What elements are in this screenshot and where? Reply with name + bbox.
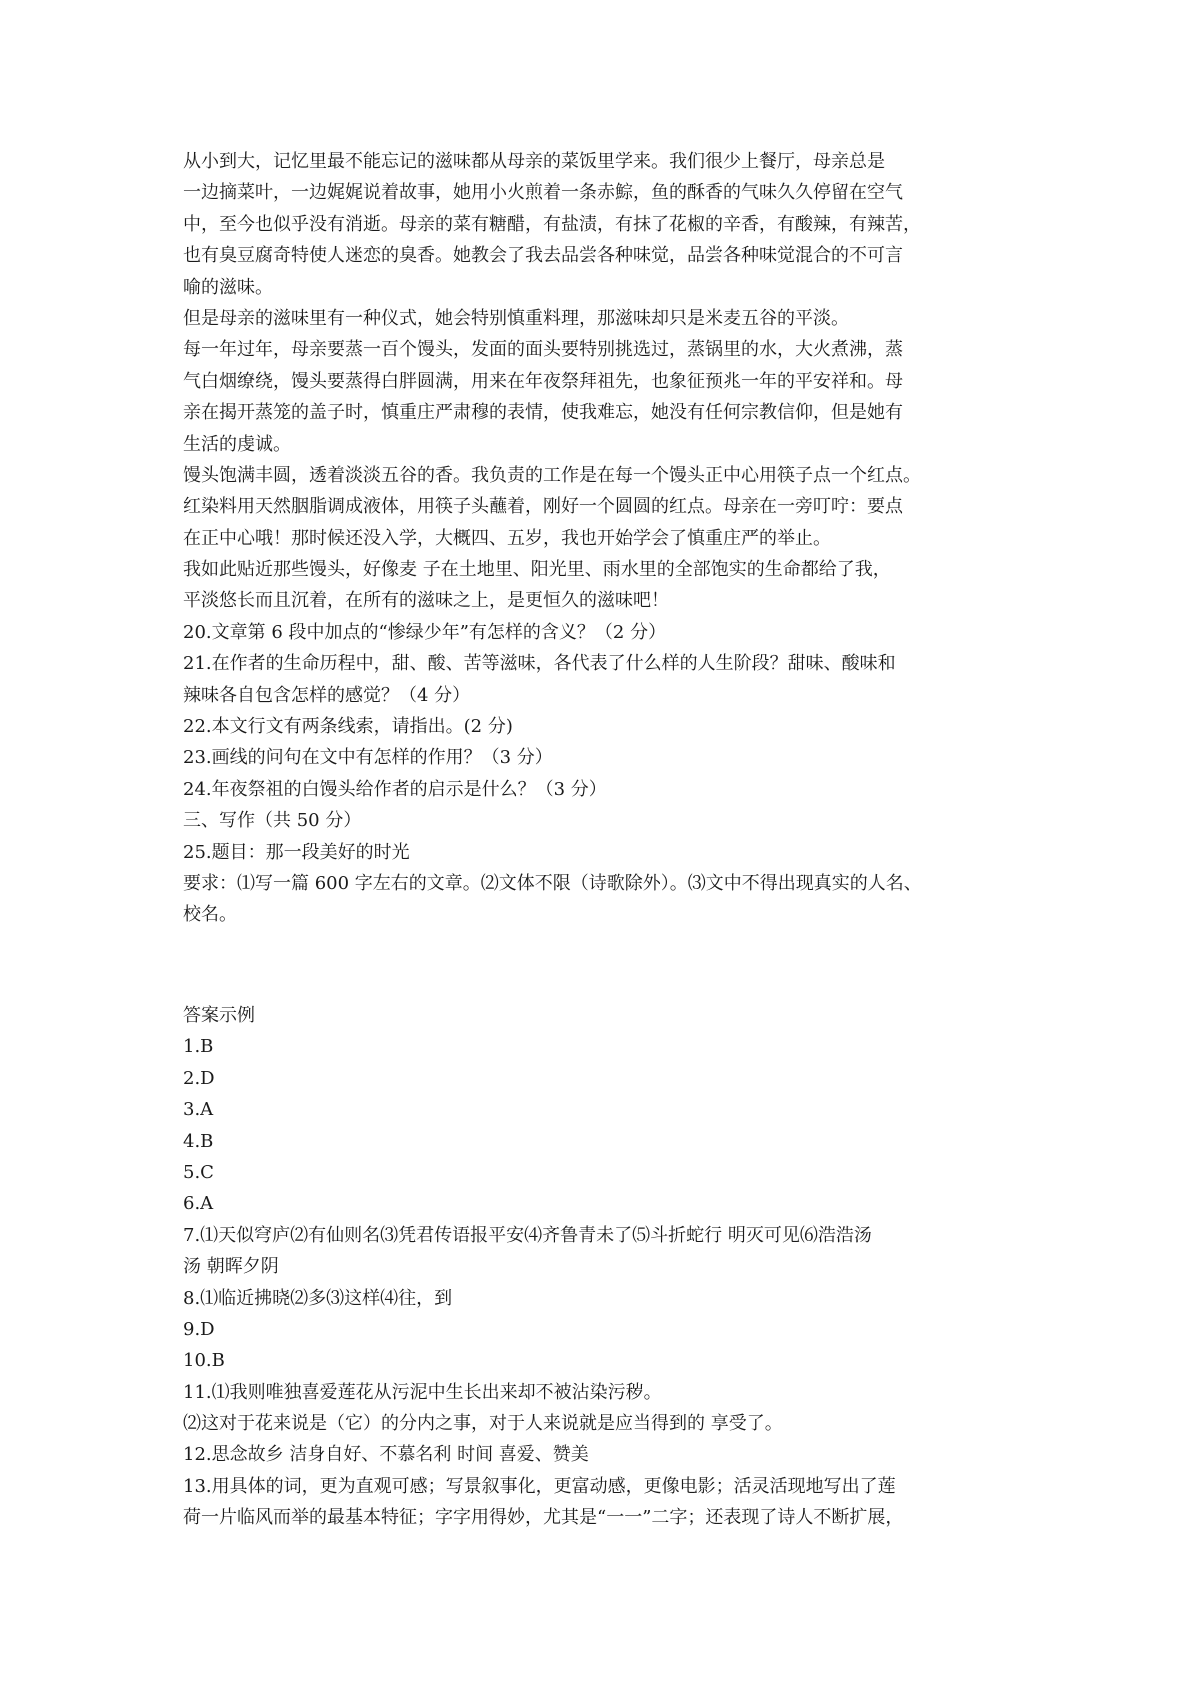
question-line: 要求：⑴写一篇 600 字左右的文章。⑵文体不限（诗歌除外）。⑶文中不得出现真实的人名、 bbox=[183, 872, 922, 894]
question-line: 21.在作者的生命历程中，甜、酸、苦等滋味，各代表了什么样的人生阶段？甜味、酸味和 bbox=[183, 653, 896, 675]
answer-line: 荷一片临风而举的最基本特征；字字用得妙，尤其是“一一”二字；还表现了诗人不断扩展， bbox=[183, 1507, 904, 1529]
text-line: 中，至今也似乎没有消逝。母亲的菜有糖醋，有盐渍，有抹了花椒的辛香，有酸辣，有辣苦， bbox=[183, 213, 921, 235]
answer-line: 7.⑴天似穹庐⑵有仙则名⑶凭君传语报平安⑷齐鲁青未了⑸斗折蛇行 明灭可见⑹浩浩汤 bbox=[183, 1224, 872, 1246]
answer-line: 8.⑴临近拂晓⑵多⑶这样⑷往，到 bbox=[183, 1287, 453, 1309]
question-line: 校名。 bbox=[183, 904, 237, 926]
text-line: 我如此贴近那些馒头，好像麦 子在土地里、阳光里、雨水里的全部饱实的生命都给了我， bbox=[183, 559, 891, 581]
answer-line: 汤 朝晖夕阴 bbox=[183, 1256, 279, 1278]
text-line: 亲在揭开蒸笼的盖子时，慎重庄严肃穆的表情，使我难忘，她没有任何宗教信仰，但是她有 bbox=[183, 402, 903, 424]
question-line: 辣味各自包含怎样的感觉？（4 分） bbox=[183, 684, 471, 706]
text-line: 馒头饱满丰圆，透着淡淡五谷的香。我负责的工作是在每一个馒头正中心用筷子点一个红点。 bbox=[183, 464, 921, 486]
text-line: 生活的虔诚。 bbox=[183, 433, 291, 455]
text-line: 每一年过年，母亲要蒸一百个馒头，发面的面头要特别挑选过，蒸锅里的水，大火煮沸，蒸 bbox=[183, 339, 903, 361]
text-line: 红染料用天然胭脂调成液体，用筷子头蘸着，刚好一个圆圆的红点。母亲在一旁叮咛：要点 bbox=[183, 496, 903, 518]
answer-line: 4.B bbox=[183, 1130, 214, 1152]
question-line: 20.文章第 6 段中加点的“惨绿少年”有怎样的含义？（2 分） bbox=[183, 621, 667, 643]
answer-line: ⑵这对于花来说是（它）的分内之事，对于人来说就是应当得到的 享受了。 bbox=[183, 1413, 783, 1435]
answer-line: 2.D bbox=[183, 1067, 215, 1089]
answer-line: 6.A bbox=[183, 1193, 214, 1215]
text-line: 从小到大，记忆里最不能忘记的滋味都从母亲的菜饭里学来。我们很少上餐厅，母亲总是 bbox=[183, 151, 885, 172]
section-heading: 三、写作（共 50 分） bbox=[183, 810, 362, 832]
answer-line: 13.用具体的词，更为直观可感；写景叙事化，更富动感，更像电影；活灵活现地写出了莲 bbox=[183, 1475, 896, 1497]
text-line: 在正中心哦！那时候还没入学，大概四、五岁，我也开始学会了慎重庄严的举止。 bbox=[183, 527, 831, 549]
text-line: 但是母亲的滋味里有一种仪式，她会特别慎重料理，那滋味却只是米麦五谷的平淡。 bbox=[183, 307, 849, 329]
answer-line: 5.C bbox=[183, 1161, 214, 1183]
text-line: 喻的滋味。 bbox=[183, 276, 273, 298]
answer-line: 3.A bbox=[183, 1099, 214, 1121]
text-line: 一边摘菜叶，一边娓娓说着故事，她用小火煎着一条赤鯮，鱼的酥香的气味久久停留在空气 bbox=[183, 182, 903, 204]
text-line: 平淡悠长而且沉着，在所有的滋味之上，是更恒久的滋味吧！ bbox=[183, 590, 669, 612]
answer-line: 12.思念故乡 洁身自好、不慕名利 时间 喜爱、赞美 bbox=[183, 1444, 589, 1466]
text-line: 气白烟缭绕，馒头要蒸得白胖圆满，用来在年夜祭拜祖先，也象征预兆一年的平安祥和。母 bbox=[183, 370, 903, 392]
answer-line: 9.D bbox=[183, 1318, 215, 1340]
reading-and-questions bbox=[183, 146, 1028, 931]
question-line: 22.本文行文有两条线索，请指出。(2 分) bbox=[183, 716, 513, 738]
question-line: 23.画线的问句在文中有怎样的作用？（3 分） bbox=[183, 747, 553, 769]
answer-line: 11.⑴我则唯独喜爱莲花从污泥中生长出来却不被沾染污秽。 bbox=[183, 1381, 662, 1403]
answer-section bbox=[183, 1000, 1028, 1534]
answer-heading: 答案示例 bbox=[183, 1005, 255, 1026]
text-line: 也有臭豆腐奇特使人迷恋的臭香。她教会了我去品尝各种味觉，品尝各种味觉混合的不可言 bbox=[183, 245, 903, 267]
question-line: 24.年夜祭祖的白馒头给作者的启示是什么？（3 分） bbox=[183, 778, 607, 800]
question-line: 25.题目：那一段美好的时光 bbox=[183, 841, 410, 863]
answer-line: 1.B bbox=[183, 1036, 214, 1058]
answer-line: 10.B bbox=[183, 1350, 225, 1372]
